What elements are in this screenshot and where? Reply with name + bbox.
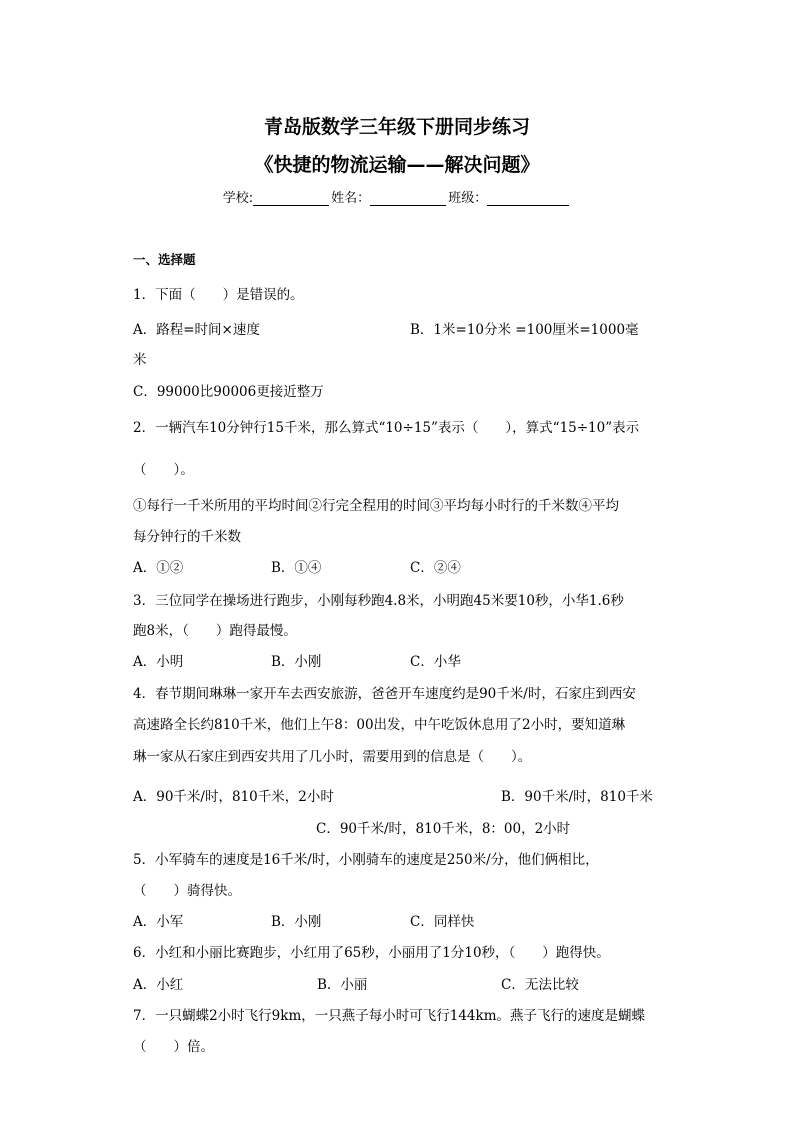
school-label: 学校: xyxy=(222,191,254,206)
worksheet-subtitle: 《快捷的物流运输——解决问题》 xyxy=(254,154,540,176)
question-1-option-b[interactable]: B．1米=10分米 =100厘米=1000毫 xyxy=(410,322,639,338)
name-blank[interactable] xyxy=(370,191,446,206)
question-5-option-c[interactable]: C．同样快 xyxy=(410,914,475,930)
question-2-description-line-1: ①每行一千米所用的平均时间②行完全程用的时间③平均每小时行的千米数④平均 xyxy=(133,498,619,514)
question-4-option-b[interactable]: B．90千米/时，810千米 xyxy=(501,789,653,805)
question-3-stem-cont: 跑8米，（ ）跑得最慢。 xyxy=(133,623,297,639)
question-2-option-a[interactable]: A．①② xyxy=(133,560,184,576)
question-2-option-b[interactable]: B．①④ xyxy=(271,560,322,576)
question-2-stem: 2．一辆汽车10分钟行15千米，那么算式“10÷15”表示（ ），算式“15÷10”表示 xyxy=(133,420,640,436)
question-4-stem-cont-2: 琳一家从石家庄到西安共用了几小时，需要用到的信息是（ ）。 xyxy=(133,749,532,765)
question-1-stem: 1．下面（ ）是错误的。 xyxy=(133,287,304,303)
question-7-stem: 7．一只蝴蝶2小时飞行9km，一只燕子每小时可飞行144km。燕子飞行的速度是蝴蝶 xyxy=(133,1008,645,1024)
question-6-stem: 6．小红和小丽比赛跑步，小红用了65秒，小丽用了1分10秒，（ ）跑得快。 xyxy=(133,945,610,961)
name-label: 姓名： xyxy=(331,191,371,206)
question-2-description-line-2: 每分钟行的千米数 xyxy=(133,529,241,545)
question-2-stem-cont: （ ）。 xyxy=(133,462,194,478)
question-2-option-c[interactable]: C．②④ xyxy=(410,560,461,576)
worksheet-title: 青岛版数学三年级下册同步练习 xyxy=(263,116,530,138)
question-3-option-a[interactable]: A．小明 xyxy=(133,654,184,670)
question-1-option-a[interactable]: A．路程=时间×速度 xyxy=(133,322,260,338)
section-heading: 一、选择题 xyxy=(133,252,196,267)
question-3-stem: 3．三位同学在操场进行跑步，小刚每秒跑4.8米，小明跑45米要10秒，小华1.6秒 xyxy=(133,593,624,609)
question-5-option-b[interactable]: B．小刚 xyxy=(271,914,322,930)
student-info-row xyxy=(0,187,794,206)
school-blank[interactable] xyxy=(253,191,329,206)
question-6-option-a[interactable]: A．小红 xyxy=(133,977,184,993)
question-3-option-b[interactable]: B．小刚 xyxy=(271,654,322,670)
question-1-option-b-cont: 米 xyxy=(133,352,147,368)
question-4-stem: 4．春节期间琳琳一家开车去西安旅游，爸爸开车速度约是90千米/时，石家庄到西安 xyxy=(133,686,636,702)
question-3-option-c[interactable]: C．小华 xyxy=(410,654,461,670)
question-7-stem-cont: （ ）倍。 xyxy=(133,1039,214,1055)
question-5-stem-cont: （ ）骑得快。 xyxy=(133,883,241,899)
question-6-option-c[interactable]: C．无法比较 xyxy=(501,977,579,993)
question-4-stem-cont-1: 高速路全长约810千米，他们上午8：00出发，中午吃饭休息用了2小时，要知道琳 xyxy=(133,717,626,733)
question-6-option-b[interactable]: B．小丽 xyxy=(317,977,368,993)
question-5-stem: 5．小军骑车的速度是16千米/时，小刚骑车的速度是250米/分，他们俩相比， xyxy=(133,852,599,868)
class-label: 班级： xyxy=(448,191,488,206)
question-4-option-a[interactable]: A．90千米/时，810千米，2小时 xyxy=(133,789,334,805)
question-4-option-c[interactable]: C．90千米/时，810千米，8：00，2小时 xyxy=(316,821,571,837)
class-blank[interactable] xyxy=(487,191,569,206)
question-1-option-c[interactable]: C．99000比90006更接近整万 xyxy=(133,384,324,400)
question-5-option-a[interactable]: A．小军 xyxy=(133,914,184,930)
